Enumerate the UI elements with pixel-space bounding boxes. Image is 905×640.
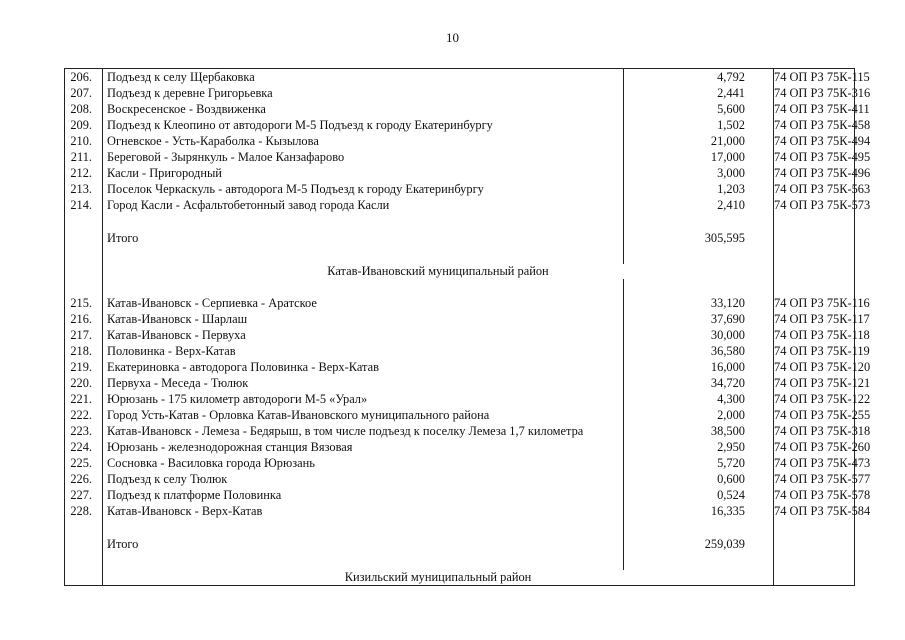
road-name: Юрюзань - железнодорожная станция Вязовая (103, 439, 624, 455)
spacer-row (65, 279, 855, 295)
road-length: 3,000 (624, 165, 774, 181)
row-number: 206. (65, 69, 103, 86)
empty-cell (103, 248, 624, 264)
page-number: 10 (446, 30, 459, 45)
table-row (65, 85, 855, 101)
table-row (65, 133, 855, 149)
total-label: Итого (103, 229, 624, 248)
district-header-row (65, 570, 855, 586)
road-name: Подъезд к селу Тюлюк (103, 471, 624, 487)
empty-cell (774, 248, 855, 264)
empty-cell (65, 248, 103, 264)
row-number: 219. (65, 359, 103, 375)
row-number: 227. (65, 487, 103, 503)
table-row (65, 439, 855, 455)
road-name: Подъезд к селу Щербаковка (103, 69, 624, 86)
total-row (65, 229, 855, 248)
table-row (65, 117, 855, 133)
row-number: 211. (65, 149, 103, 165)
row-number: 208. (65, 101, 103, 117)
district-header-row (65, 264, 855, 279)
road-length: 2,410 (624, 197, 774, 213)
roads-table (64, 68, 871, 586)
road-code: 74 ОП РЗ 75К-122 (774, 391, 871, 406)
total-value: 259,039 (624, 535, 774, 554)
road-length: 21,000 (624, 133, 774, 149)
row-number: 209. (65, 117, 103, 133)
road-name: Катав-Ивановск - Первуха (103, 327, 624, 343)
road-length: 1,203 (624, 181, 774, 197)
table-row (65, 327, 855, 343)
empty-cell (624, 248, 774, 264)
road-code: 74 ОП РЗ 75К-578 (774, 487, 871, 502)
road-length: 2,000 (624, 407, 774, 423)
empty-cell (103, 279, 624, 295)
table-row (65, 359, 855, 375)
empty-cell (774, 229, 855, 248)
road-name: Подъезд к платформе Половинка (103, 487, 624, 503)
road-length: 2,441 (624, 85, 774, 101)
table-row (65, 471, 855, 487)
row-number: 213. (65, 181, 103, 197)
road-length: 16,000 (624, 359, 774, 375)
empty-cell (774, 519, 855, 535)
table-row (65, 197, 855, 213)
road-name: Катав-Ивановск - Шарлаш (103, 311, 624, 327)
district-heading: Катав-Ивановский муниципальный район (103, 264, 774, 279)
row-number: 222. (65, 407, 103, 423)
table-row (65, 181, 855, 197)
table-row (65, 69, 855, 86)
spacer-row (65, 519, 855, 535)
empty-cell (774, 279, 855, 295)
road-code: 74 ОП РЗ 75К-255 (774, 407, 871, 422)
road-name: Сосновка - Василовка города Юрюзань (103, 455, 624, 471)
road-code: 74 ОП РЗ 75К-117 (774, 311, 870, 326)
row-number: 218. (65, 343, 103, 359)
road-code: 74 ОП РЗ 75К-316 (774, 85, 871, 100)
row-number: 228. (65, 503, 103, 519)
road-code: 74 ОП РЗ 75К-119 (774, 343, 870, 358)
road-name: Город Усть-Катав - Орловка Катав-Ивановского муниципального района (103, 407, 624, 423)
road-code: 74 ОП РЗ 75К-563 (774, 181, 871, 196)
road-length: 5,600 (624, 101, 774, 117)
empty-cell (65, 554, 103, 570)
row-number: 224. (65, 439, 103, 455)
table-row (65, 101, 855, 117)
table-row (65, 391, 855, 407)
road-name: Касли - Пригородный (103, 165, 624, 181)
table-row (65, 487, 855, 503)
road-code: 74 ОП РЗ 75К-573 (774, 197, 871, 212)
empty-cell (774, 213, 855, 229)
road-name: Катав-Ивановск - Верх-Катав (103, 503, 624, 519)
road-code: 74 ОП РЗ 75К-115 (774, 69, 870, 84)
total-value: 305,595 (624, 229, 774, 248)
empty-cell (65, 229, 103, 248)
empty-cell (65, 570, 103, 586)
row-number: 217. (65, 327, 103, 343)
row-number: 212. (65, 165, 103, 181)
road-length: 2,950 (624, 439, 774, 455)
road-code: 74 ОП РЗ 75К-260 (774, 439, 871, 454)
empty-cell (774, 264, 855, 279)
table-row (65, 311, 855, 327)
row-number: 225. (65, 455, 103, 471)
empty-cell (103, 554, 624, 570)
road-code: 74 ОП РЗ 75К-118 (774, 327, 870, 342)
row-number: 215. (65, 295, 103, 311)
empty-cell (624, 279, 774, 295)
road-name: Первуха - Меседа - Тюлюк (103, 375, 624, 391)
table-row (65, 295, 855, 311)
spacer-row (65, 554, 855, 570)
road-length: 37,690 (624, 311, 774, 327)
table-row (65, 455, 855, 471)
road-code: 74 ОП РЗ 75К-495 (774, 149, 871, 164)
row-number: 207. (65, 85, 103, 101)
total-label: Итого (103, 535, 624, 554)
road-code: 74 ОП РЗ 75К-458 (774, 117, 871, 132)
empty-cell (774, 535, 855, 554)
road-name: Город Касли - Асфальтобетонный завод города Касли (103, 197, 624, 213)
road-length: 33,120 (624, 295, 774, 311)
road-name: Подъезд к деревне Григорьевка (103, 85, 624, 101)
row-number: 214. (65, 197, 103, 213)
row-number: 216. (65, 311, 103, 327)
road-length: 4,300 (624, 391, 774, 407)
total-row (65, 535, 855, 554)
table-row (65, 343, 855, 359)
empty-cell (624, 519, 774, 535)
road-name: Половинка - Верх-Катав (103, 343, 624, 359)
spacer-row (65, 213, 855, 229)
road-length: 38,500 (624, 423, 774, 439)
road-name: Екатериновка - автодорога Половинка - Верх-Катав (103, 359, 624, 375)
table-row (65, 407, 855, 423)
road-code: 74 ОП РЗ 75К-116 (774, 295, 870, 310)
road-code: 74 ОП РЗ 75К-577 (774, 471, 871, 486)
road-length: 34,720 (624, 375, 774, 391)
empty-cell (774, 570, 855, 586)
road-name: Катав-Ивановск - Лемеза - Бедярыш, в том числе подъезд к поселку Лемеза 1,7 километра (103, 423, 624, 439)
road-length: 16,335 (624, 503, 774, 519)
road-name: Катав-Ивановск - Серпиевка - Аратское (103, 295, 624, 311)
road-name: Подъезд к Клеопино от автодороги М-5 Подъезд к городу Екатеринбургу (103, 117, 624, 133)
road-code: 74 ОП РЗ 75К-584 (774, 503, 871, 518)
empty-cell (624, 554, 774, 570)
table-row (65, 375, 855, 391)
spacer-row (65, 248, 855, 264)
empty-cell (624, 213, 774, 229)
empty-cell (65, 535, 103, 554)
road-name: Поселок Черкаскуль - автодорога М-5 Подъезд к городу Екатеринбургу (103, 181, 624, 197)
road-length: 4,792 (624, 69, 774, 86)
empty-cell (65, 264, 103, 279)
empty-cell (103, 213, 624, 229)
road-code: 74 ОП РЗ 75К-494 (774, 133, 871, 148)
road-code: 74 ОП РЗ 75К-473 (774, 455, 871, 470)
row-number: 223. (65, 423, 103, 439)
empty-cell (65, 213, 103, 229)
row-number: 226. (65, 471, 103, 487)
empty-cell (103, 519, 624, 535)
table-row (65, 165, 855, 181)
road-name: Огневское - Усть-Караболка - Кызылова (103, 133, 624, 149)
table-row (65, 423, 855, 439)
road-name: Воскресенское - Воздвиженка (103, 101, 624, 117)
road-code: 74 ОП РЗ 75К-318 (774, 423, 871, 438)
road-length: 0,524 (624, 487, 774, 503)
road-length: 5,720 (624, 455, 774, 471)
road-length: 0,600 (624, 471, 774, 487)
row-number: 221. (65, 391, 103, 407)
row-number: 220. (65, 375, 103, 391)
road-length: 17,000 (624, 149, 774, 165)
road-code: 74 ОП РЗ 75К-496 (774, 165, 871, 180)
road-code: 74 ОП РЗ 75К-411 (774, 101, 870, 116)
empty-cell (65, 519, 103, 535)
road-code: 74 ОП РЗ 75К-120 (774, 359, 871, 374)
road-length: 36,580 (624, 343, 774, 359)
empty-cell (774, 554, 855, 570)
empty-cell (65, 279, 103, 295)
road-length: 30,000 (624, 327, 774, 343)
row-number: 210. (65, 133, 103, 149)
district-heading: Кизильский муниципальный район (103, 570, 774, 586)
table-row (65, 503, 855, 519)
road-length: 1,502 (624, 117, 774, 133)
table-row (65, 149, 855, 165)
road-code: 74 ОП РЗ 75К-121 (774, 375, 871, 390)
road-name: Береговой - Зырянкуль - Малое Канзафарово (103, 149, 624, 165)
road-name: Юрюзань - 175 километр автодороги М-5 «Урал» (103, 391, 624, 407)
